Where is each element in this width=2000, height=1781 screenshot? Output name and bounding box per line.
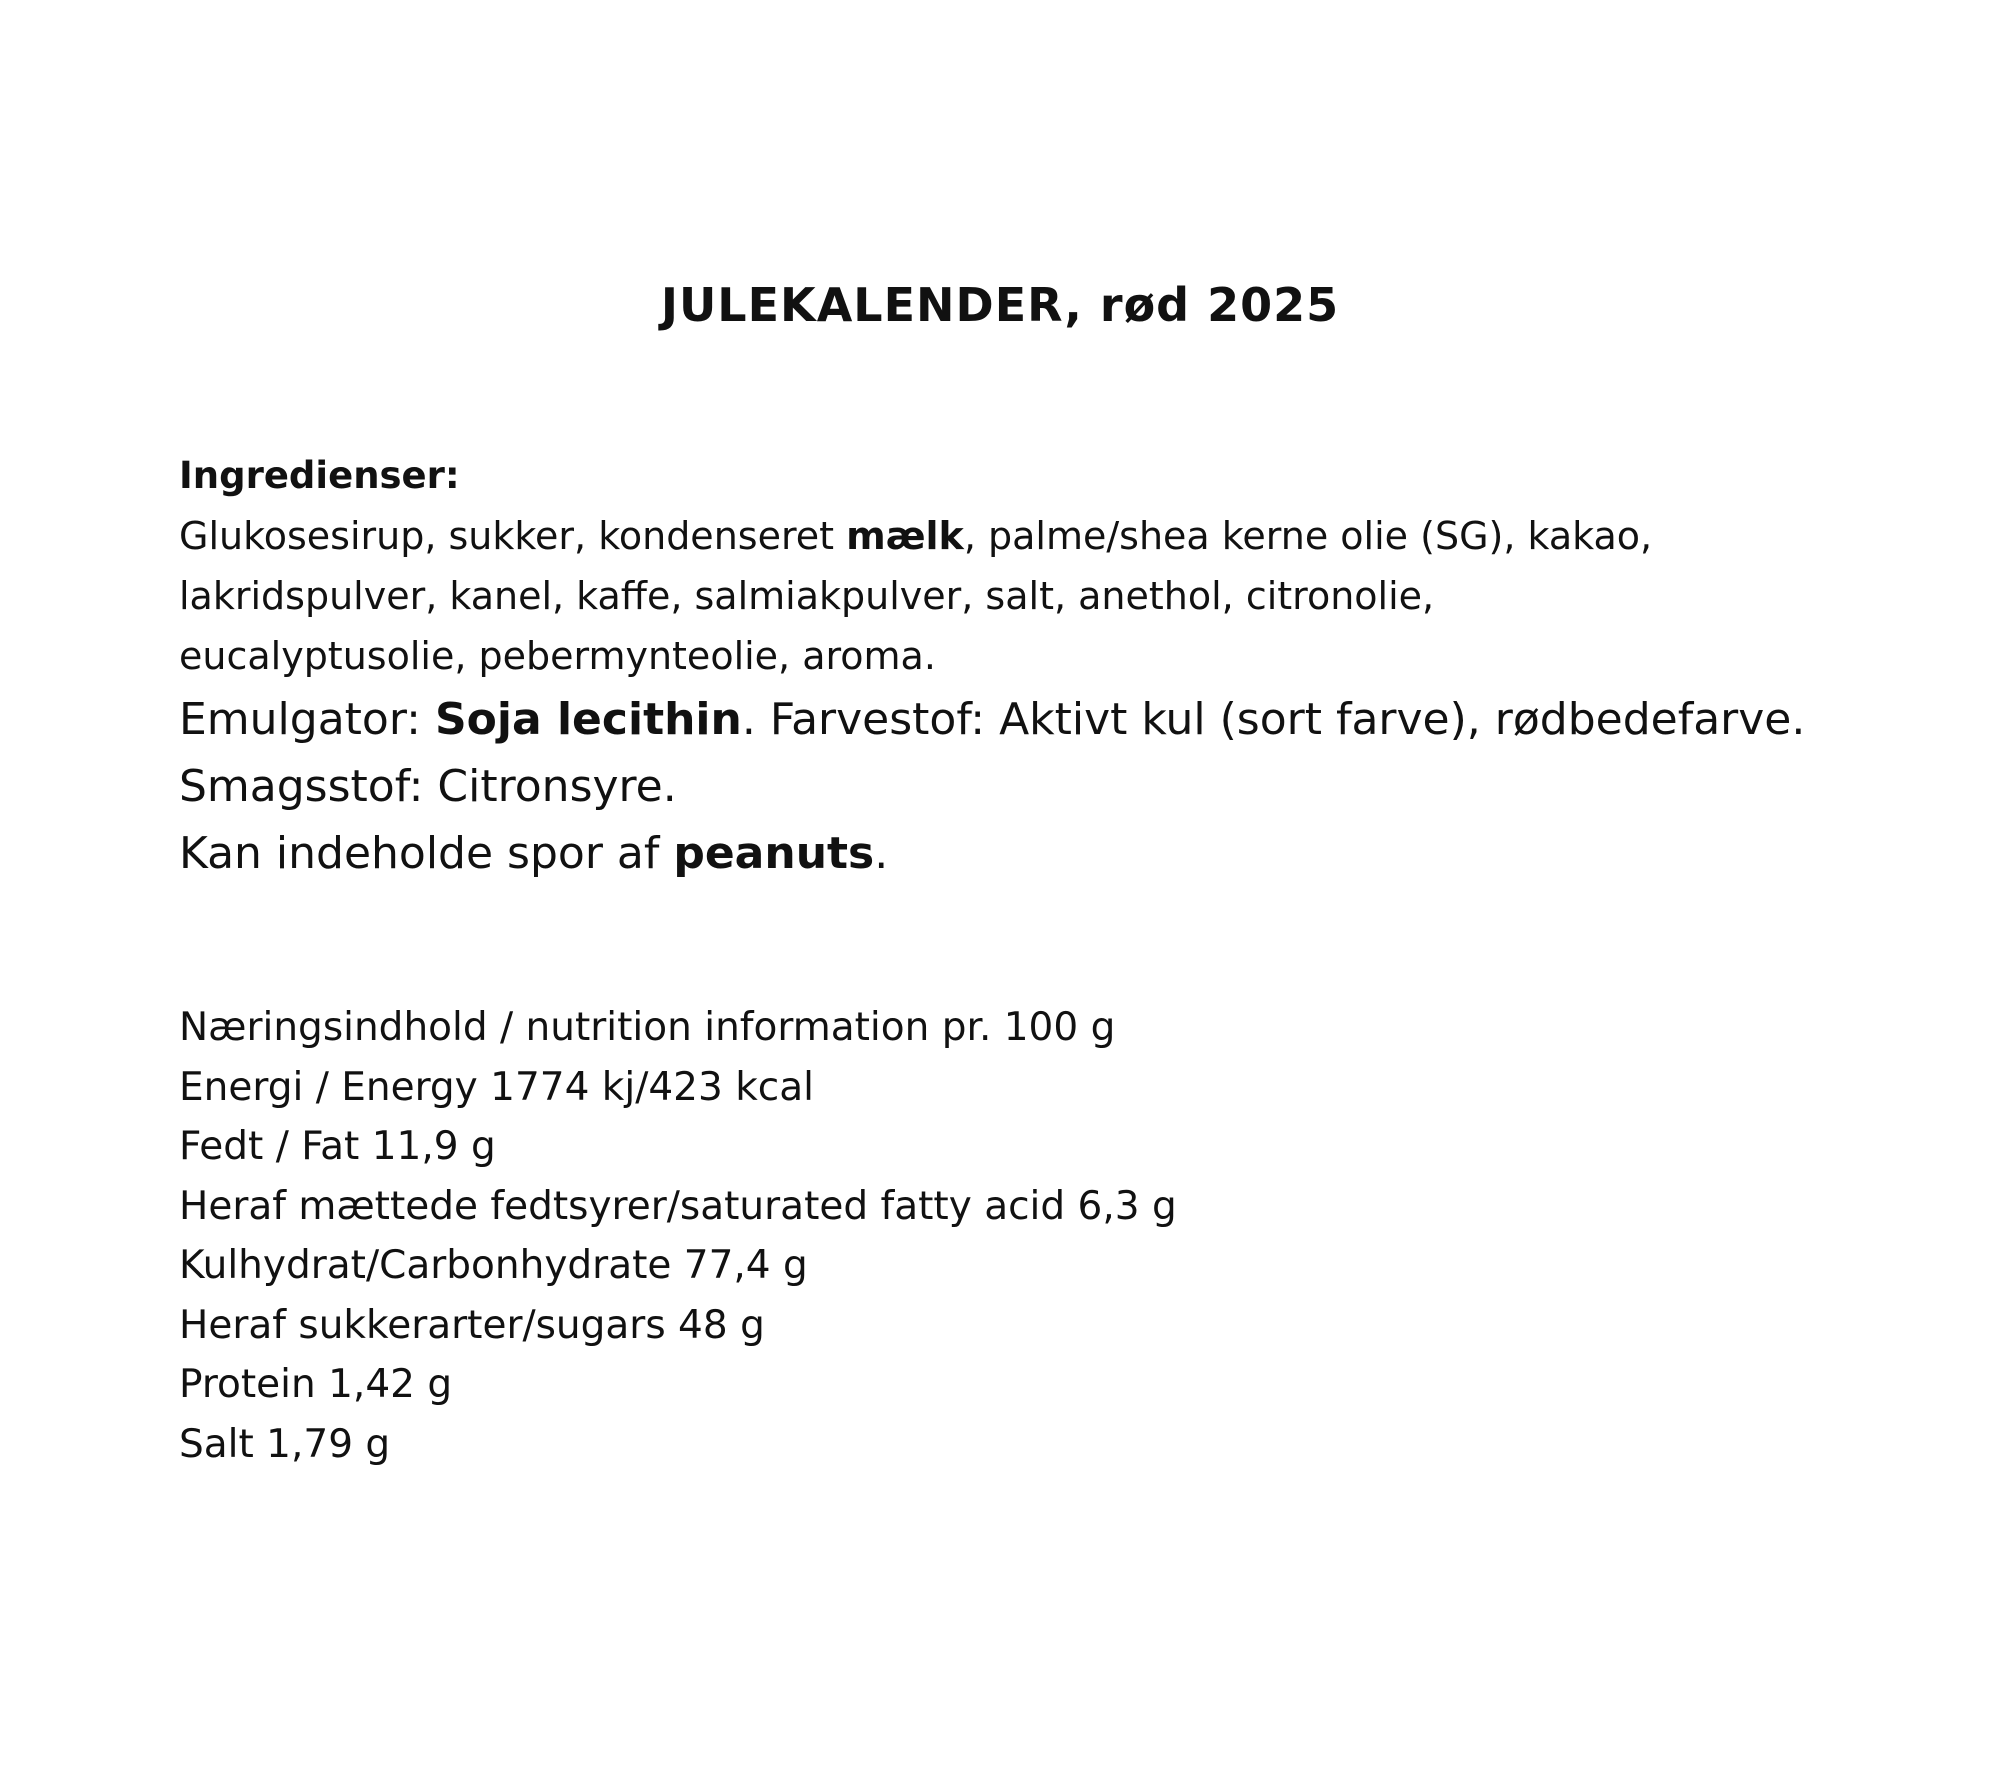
allergen-peanuts: peanuts — [673, 828, 875, 879]
nutrition-salt: Salt 1,79 g — [179, 1421, 391, 1467]
ingredients-section — [179, 446, 1979, 887]
nutrition-fat: Fedt / Fat 11,9 g — [179, 1124, 496, 1169]
emulgator-line — [179, 686, 1979, 753]
emulgator-label: Emulgator: — [179, 694, 435, 745]
allergen-warning-end: . — [874, 828, 889, 879]
allergen-milk: mælk — [846, 514, 964, 558]
nutrition-energy: Energi / Energy 1774 kj/423 kcal — [179, 1064, 814, 1110]
ingredients-line-2: lakridspulver, kanel, kaffe, salmiakpulver, salt, anethol, citronolie, — [179, 574, 1435, 618]
ingredients-heading: Ingredienser: — [179, 454, 460, 497]
nutrition-section — [179, 998, 1679, 1474]
allergen-soy: Soja lecithin — [434, 694, 742, 745]
nutrition-saturated-fat: Heraf mættede fedtsyrer/saturated fatty acid 6,3 g — [179, 1183, 1177, 1229]
nutrition-header: Næringsindhold / nutrition information pr. 100 g — [179, 1005, 1116, 1050]
ingredients-line-1 — [179, 506, 1979, 566]
ingredients-line-3: eucalyptusolie, pebermynteolie, aroma. — [179, 634, 936, 678]
colorant-text: . Farvestof: Aktivt kul (sort farve), rødbedefarve. — [741, 694, 1806, 745]
allergen-warning-text: Kan indeholde spor af — [179, 828, 674, 879]
nutrition-sugars: Heraf sukkerarter/sugars 48 g — [179, 1302, 765, 1348]
ingredients-text: Glukosesirup, sukker, kondenseret — [179, 514, 847, 558]
flavoring-line: Smagsstof: Citronsyre. — [179, 761, 677, 812]
page-title: JULEKALENDER, rød 2025 — [660, 278, 1340, 332]
ingredients-text: , palme/shea kerne olie (SG), kakao, — [963, 514, 1653, 558]
nutrition-carbohydrate: Kulhydrat/Carbonhydrate 77,4 g — [179, 1243, 808, 1288]
allergen-warning — [179, 820, 1979, 887]
nutrition-protein: Protein 1,42 g — [179, 1362, 453, 1407]
